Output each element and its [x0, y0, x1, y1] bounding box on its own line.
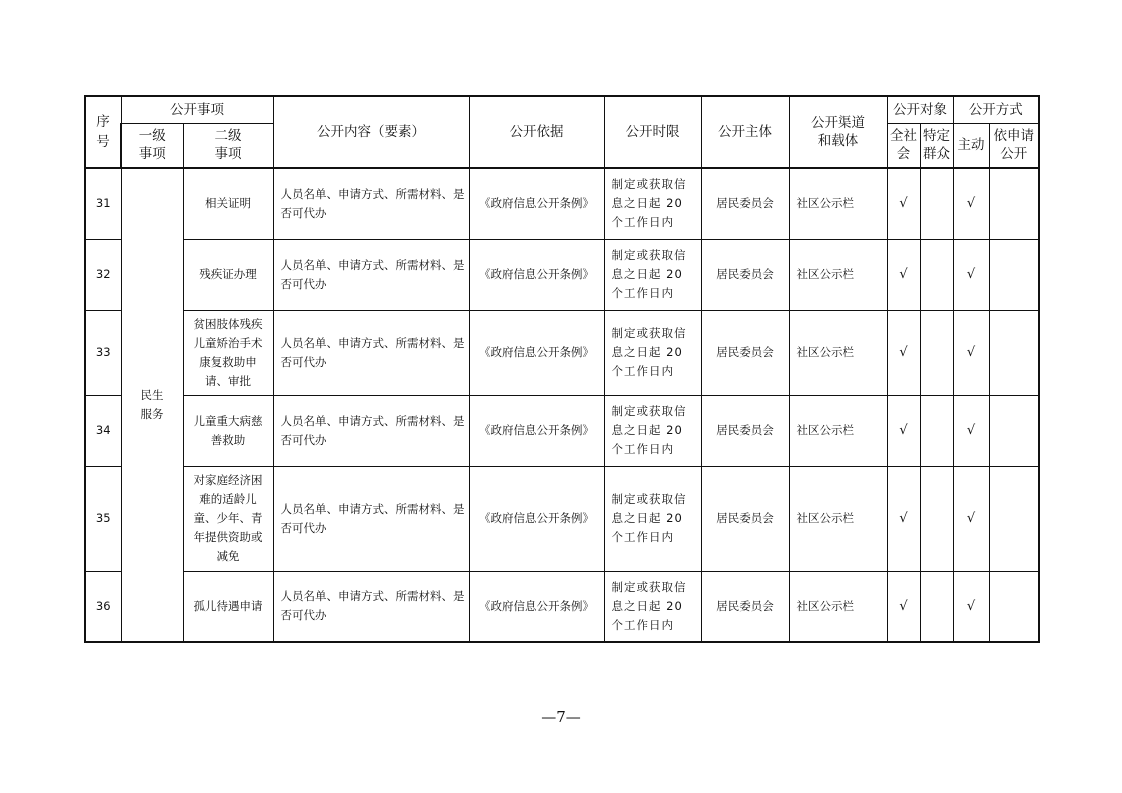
table-row: [85, 395, 1039, 466]
row-channel: 社区公示栏: [789, 571, 887, 642]
row-level2: 残疾证办理: [183, 239, 273, 310]
row-content: 人员名单、申请方式、所需材料、是否可代办: [273, 395, 469, 466]
row-check-all: √: [887, 395, 920, 466]
row-content: 人员名单、申请方式、所需材料、是否可代办: [273, 466, 469, 571]
row-subject: 居民委员会: [701, 466, 789, 571]
row-channel: 社区公示栏: [789, 395, 887, 466]
row-channel: 社区公示栏: [789, 466, 887, 571]
header-basis: 公开依据: [469, 96, 604, 168]
row-basis: 《政府信息公开条例》: [469, 310, 604, 395]
row-channel: 社区公示栏: [789, 239, 887, 310]
header-target-specific: 特定群众: [920, 123, 953, 168]
row-basis: 《政府信息公开条例》: [469, 168, 604, 239]
row-basis: 《政府信息公开条例》: [469, 239, 604, 310]
table-row: [85, 466, 1039, 571]
row-subject: 居民委员会: [701, 239, 789, 310]
row-check-specific: [920, 395, 953, 466]
row-timelimit: 制定或获取信息之日起 20 个工作日内: [604, 239, 701, 310]
row-check-specific: [920, 571, 953, 642]
row-timelimit: 制定或获取信息之日起 20 个工作日内: [604, 466, 701, 571]
table-body: [85, 168, 1039, 642]
page-number: —7—: [541, 708, 581, 726]
disclosure-table-sheet: [84, 95, 1038, 643]
row-timelimit: 制定或获取信息之日起 20 个工作日内: [604, 168, 701, 239]
header-timelimit: 公开时限: [604, 96, 701, 168]
header-target: 公开对象: [887, 96, 953, 123]
header-content: 公开内容（要素）: [273, 96, 469, 168]
row-check-request: [989, 239, 1039, 310]
row-check-specific: [920, 310, 953, 395]
header-seq: 序号: [85, 96, 121, 168]
row-check-active: √: [953, 239, 989, 310]
table-row: [85, 571, 1039, 642]
row-check-request: [989, 571, 1039, 642]
row-check-all: √: [887, 466, 920, 571]
row-check-request: [989, 310, 1039, 395]
header-target-all: 全社会: [887, 123, 920, 168]
row-check-specific: [920, 168, 953, 239]
row-check-request: [989, 395, 1039, 466]
row-check-active: √: [953, 466, 989, 571]
level1-item: 民生服务: [121, 168, 183, 642]
header-level1: 一级事项: [121, 123, 183, 168]
disclosure-table: [84, 95, 1040, 643]
row-check-all: √: [887, 239, 920, 310]
row-level2: 对家庭经济困难的适龄儿童、少年、青年提供资助或减免: [183, 466, 273, 571]
row-level2: 相关证明: [183, 168, 273, 239]
row-content: 人员名单、申请方式、所需材料、是否可代办: [273, 310, 469, 395]
row-check-specific: [920, 466, 953, 571]
row-basis: 《政府信息公开条例》: [469, 395, 604, 466]
row-check-active: √: [953, 168, 989, 239]
row-seq: 31: [85, 168, 121, 239]
header-channel: 公开渠道和载体: [789, 96, 887, 168]
row-check-all: √: [887, 571, 920, 642]
table-row: [85, 239, 1039, 310]
row-basis: 《政府信息公开条例》: [469, 466, 604, 571]
row-subject: 居民委员会: [701, 168, 789, 239]
row-timelimit: 制定或获取信息之日起 20 个工作日内: [604, 571, 701, 642]
row-level2: 孤儿待遇申请: [183, 571, 273, 642]
row-check-all: √: [887, 310, 920, 395]
row-check-request: [989, 168, 1039, 239]
row-seq: 36: [85, 571, 121, 642]
row-basis: 《政府信息公开条例》: [469, 571, 604, 642]
row-content: 人员名单、申请方式、所需材料、是否可代办: [273, 168, 469, 239]
row-content: 人员名单、申请方式、所需材料、是否可代办: [273, 571, 469, 642]
row-timelimit: 制定或获取信息之日起 20 个工作日内: [604, 395, 701, 466]
header-method: 公开方式: [953, 96, 1039, 123]
header-subject: 公开主体: [701, 96, 789, 168]
row-check-active: √: [953, 310, 989, 395]
row-subject: 居民委员会: [701, 395, 789, 466]
row-subject: 居民委员会: [701, 571, 789, 642]
table-header: [85, 96, 1039, 168]
row-seq: 32: [85, 239, 121, 310]
header-method-request: 依申请公开: [989, 123, 1039, 168]
header-level2: 二级事项: [183, 123, 273, 168]
row-seq: 34: [85, 395, 121, 466]
row-subject: 居民委员会: [701, 310, 789, 395]
row-check-all: √: [887, 168, 920, 239]
row-check-active: √: [953, 395, 989, 466]
header-item: 公开事项: [121, 96, 273, 123]
row-check-request: [989, 466, 1039, 571]
row-content: 人员名单、申请方式、所需材料、是否可代办: [273, 239, 469, 310]
row-check-specific: [920, 239, 953, 310]
row-channel: 社区公示栏: [789, 310, 887, 395]
row-level2: 贫困肢体残疾儿童矫治手术康复救助申请、审批: [183, 310, 273, 395]
row-channel: 社区公示栏: [789, 168, 887, 239]
row-check-active: √: [953, 571, 989, 642]
table-row: [85, 310, 1039, 395]
row-level2: 儿童重大病慈善救助: [183, 395, 273, 466]
header-method-active: 主动: [953, 123, 989, 168]
row-seq: 35: [85, 466, 121, 571]
row-timelimit: 制定或获取信息之日起 20 个工作日内: [604, 310, 701, 395]
row-seq: 33: [85, 310, 121, 395]
table-row: [85, 168, 1039, 239]
